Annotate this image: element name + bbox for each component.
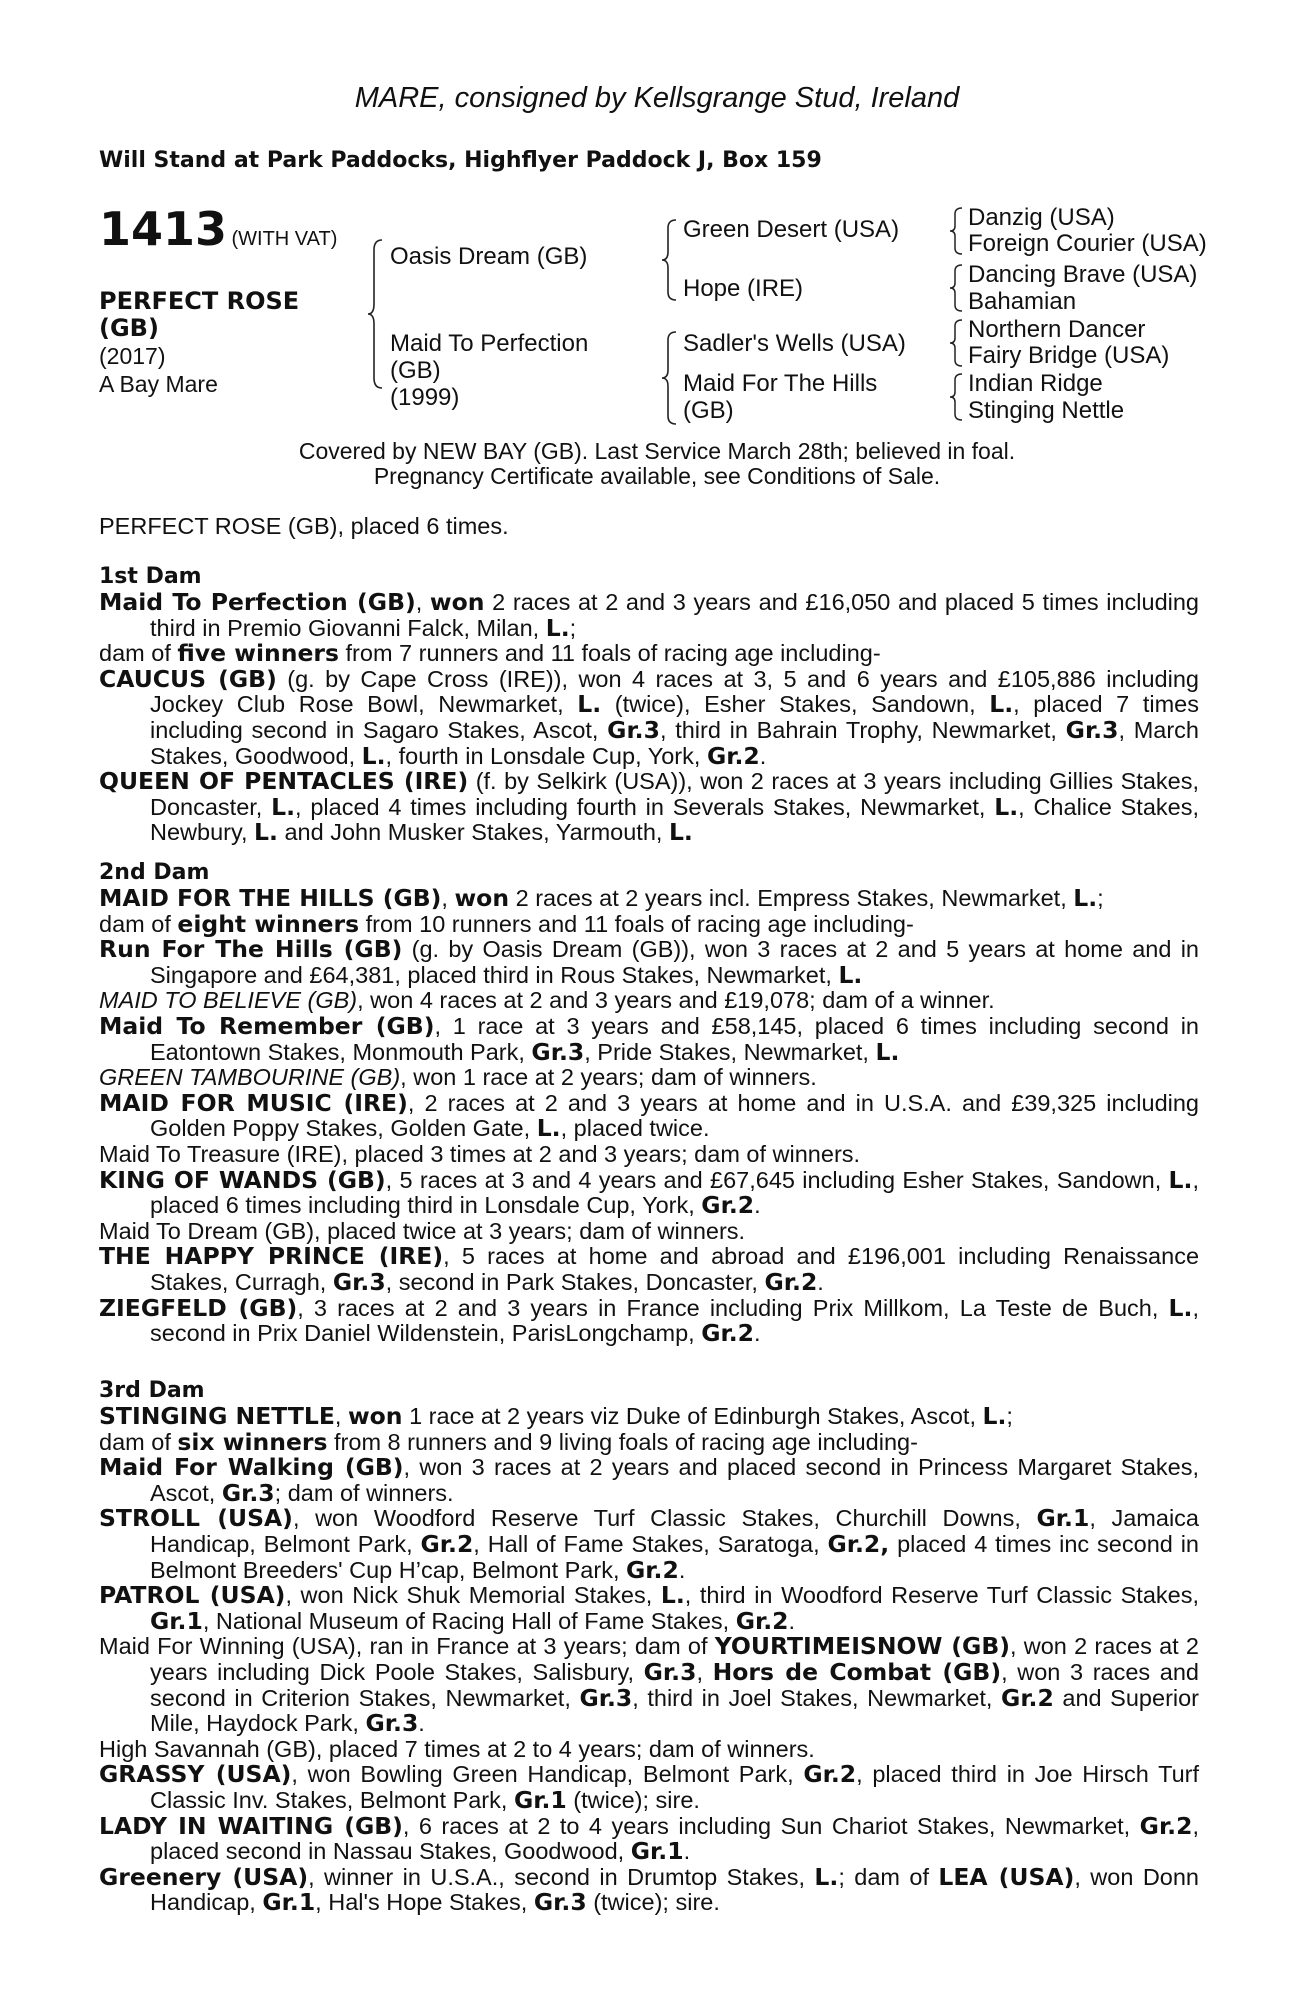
brace-col3-2 — [948, 263, 966, 313]
section-1st-dam: 1st Dam — [99, 564, 202, 589]
ped-dam-line2: (GB) — [390, 357, 441, 384]
ped-sire-sire: Green Desert (USA) — [683, 216, 900, 243]
horse-name-line1: PERFECT ROSE — [99, 287, 300, 315]
ped-ssd: Foreign Courier (USA) — [968, 230, 1207, 257]
ped-sire: Oasis Dream (GB) — [390, 243, 588, 270]
first-dam-body: Maid To Perfection (GB), won 2 races at 2 and 3 years and £16,050 and placed 5 times including third in Premio Giovanni Falck, Milan, L.; dam of five winners from 7 runners and 11 foals of racing age including- CAUCUS (GB) (g. by Cape Cross (IRE)), won 4 races at 3, 5 and 6 years and £105,886 including Jockey Club Rose Bowl, Newmarket, L. (twice), Esher Stakes, Sandown, L., placed 7 times including second in Sagaro Stakes, Ascot, Gr.3, third in Bahrain Trophy, Newmarket, Gr.3, March Stakes, Goodwood, L., fourth in Lonsdale Cup, York, Gr.2. QUEEN OF PENTACLES (IRE) (f. by Selkirk (USA)), won 2 races at 3 years including Gillies Stakes, Doncaster, L., placed 4 times including fourth in Severals Stakes, Newmarket, L., Chalice Stakes, Newbury, L. and John Musker Stakes, Yarmouth, L. — [99, 588, 1200, 847]
ped-dam-dam — [683, 370, 877, 424]
horse-desc: A Bay Mare — [99, 371, 218, 397]
horse-year: (2017) — [99, 343, 166, 369]
horse-meta — [99, 342, 218, 398]
lot-vat: (WITH VAT) — [231, 228, 338, 250]
ped-dds: Indian Ridge — [968, 370, 1103, 397]
section-2nd-dam: 2nd Dam — [99, 860, 210, 885]
ped-dss: Northern Dancer — [968, 316, 1146, 343]
brace-col2-top — [660, 218, 680, 302]
ped-dam-dam-line1: Maid For The Hills — [683, 370, 878, 397]
brace-col3-1 — [948, 206, 966, 256]
ped-sds: Dancing Brave (USA) — [968, 261, 1198, 288]
ped-ddd: Stinging Nettle — [968, 397, 1125, 424]
ped-sdd: Bahamian — [968, 288, 1077, 315]
page-title: MARE, consigned by Kellsgrange Stud, Ireland — [354, 82, 960, 114]
cover-line1: Covered by NEW BAY (GB). Last Service March 28th; believed in foal. — [298, 438, 1016, 464]
summary: PERFECT ROSE (GB), placed 6 times. — [99, 513, 509, 539]
horse-name-line2: (GB) — [99, 314, 159, 342]
brace-col1 — [366, 238, 386, 390]
ped-dam-line1: Maid To Perfection — [390, 330, 589, 357]
section-3rd-dam: 3rd Dam — [99, 1378, 205, 1403]
third-dam-body: STINGING NETTLE, won 1 race at 2 years viz Duke of Edinburgh Stakes, Ascot, L.; dam of six winners from 8 runners and 9 living foals of racing age including- Maid For Walking (GB), won 3 races at 2 years and placed second in Princess Margaret Stakes, Ascot, Gr.3; dam of winners. STROLL (USA), won Woodford Reserve Turf Classic Stakes, Churchill Downs, Gr.1, Jamaica Handicap, Belmont Park, Gr.2, Hall of Fame Stakes, Saratoga, Gr.2, placed 4 times inc second in Belmont Breeders' Cup H’cap, Belmont Park, Gr.2. PATROL (USA), won Nick Shuk Memorial Stakes, L., third in Woodford Reserve Turf Classic Stakes, Gr.1, National Museum of Racing Hall of Fame Stakes, Gr.2. Maid For Winning (USA), ran in France at 3 years; dam of YOURTIMEISNOW (GB), won 2 races at 2 years including Dick Poole Stakes, Salisbury, Gr.3, Hors de Combat (GB), won 3 races and second in Criterion Stakes, Newmarket, Gr.3, third in Joel Stakes, Newmarket, Gr.2 and Superior Mile, Haydock Park, Gr.3. High Savannah (GB), placed 7 times at 2 to 4 years; dam of winners. GRASSY (USA), won Bowling Green Handicap, Belmont Park, Gr.2, placed third in Joe Hirsch Turf Classic Inv. Stakes, Belmont Park, Gr.1 (twice); sire. LADY IN WAITING (GB), 6 races at 2 to 4 years including Sun Chariot Stakes, Newmarket, Gr.2, placed second in Nassau Stakes, Goodwood, Gr.1. Greenery (USA), winner in U.S.A., second in Drumtop Stakes, L.; dam of LEA (USA), won Donn Handicap, Gr.1, Hal's Hope Stakes, Gr.3 (twice); sire. — [99, 1402, 1200, 1917]
brace-col3-4 — [948, 372, 966, 422]
brace-col3-3 — [948, 318, 966, 368]
horse-name — [99, 288, 299, 342]
ped-dam-dam-line2: (GB) — [683, 397, 734, 424]
ped-dsd: Fairy Bridge (USA) — [968, 342, 1170, 369]
second-dam-body: MAID FOR THE HILLS (GB), won 2 races at 2 years incl. Empress Stakes, Newmarket, L.; dam of eight winners from 10 runners and 11 foals of racing age including- Run For The Hills (GB) (g. by Oasis Dream (GB)), won 3 races at 2 and 5 years at home and in Singapore and £64,381, placed third in Rous Stakes, Newmarket, L. MAID TO BELIEVE (GB), won 4 races at 2 and 3 years and £19,078; dam of a winner. Maid To Remember (GB), 1 race at 3 years and £58,145, placed 6 times including second in Eatontown Stakes, Monmouth Park, Gr.3, Pride Stakes, Newmarket, L. GREEN TAMBOURINE (GB), won 1 race at 2 years; dam of winners. MAID FOR MUSIC (IRE), 2 races at 2 and 3 years at home and in U.S.A. and £39,325 including Golden Poppy Stakes, Golden Gate, L., placed twice. Maid To Treasure (IRE), placed 3 times at 2 and 3 years; dam of winners. KING OF WANDS (GB), 5 races at 3 and 4 years and £67,645 including Esher Stakes, Sandown, L., placed 6 times including third in Lonsdale Cup, York, Gr.2. Maid To Dream (GB), placed twice at 3 years; dam of winners. THE HAPPY PRINCE (IRE), 5 races at home and abroad and £196,001 including Renaissance Stakes, Curragh, Gr.3, second in Park Stakes, Doncaster, Gr.2. ZIEGFELD (GB), 3 races at 2 and 3 years in France including Prix Millkom, La Teste de Buch, L., second in Prix Daniel Wildenstein, ParisLongchamp, Gr.2. — [99, 884, 1200, 1348]
ped-sire-dam: Hope (IRE) — [683, 275, 804, 302]
ped-sss: Danzig (USA) — [968, 204, 1115, 231]
ped-dam-sire: Sadler's Wells (USA) — [683, 330, 906, 357]
cover-line2: Pregnancy Certificate available, see Conditions of Sale. — [373, 463, 941, 489]
lot-number: 1413 — [99, 202, 228, 256]
ped-dam — [390, 330, 588, 411]
lot-block — [99, 202, 338, 256]
ped-dam-line3: (1999) — [390, 384, 460, 411]
brace-col2-bottom — [660, 330, 680, 426]
stand-location: Will Stand at Park Paddocks, Highflyer Paddock J, Box 159 — [99, 148, 822, 173]
